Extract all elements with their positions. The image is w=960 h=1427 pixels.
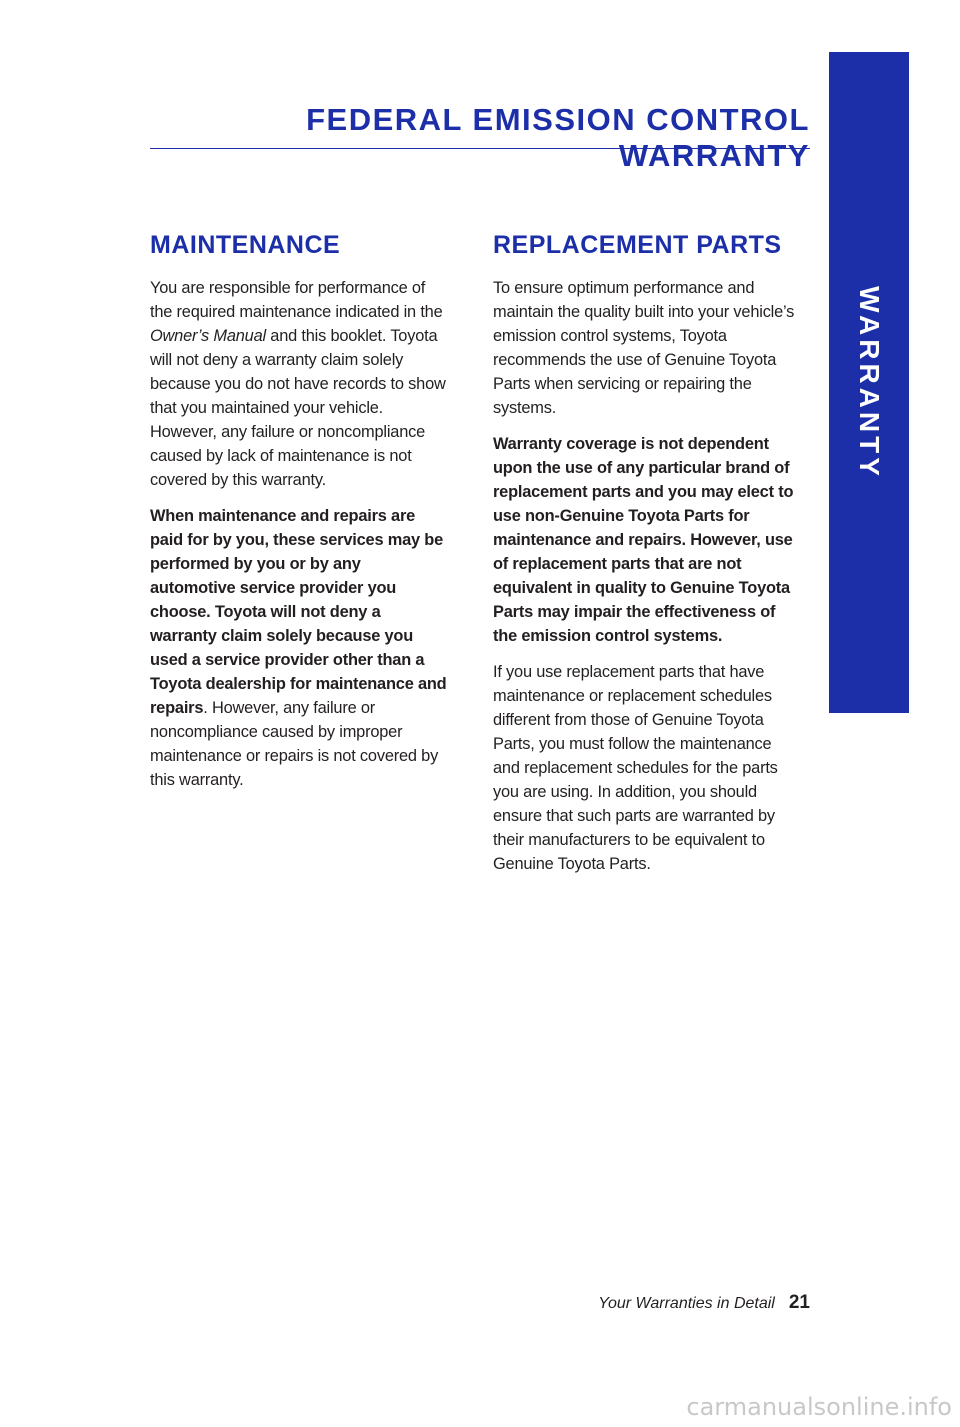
replacement-paragraph-2 [493, 432, 798, 648]
watermark: carmanualsonline.info [686, 1393, 952, 1421]
maintenance-heading: MAINTENANCE [150, 231, 341, 259]
maintenance-paragraph-1 [150, 276, 450, 492]
replacement-parts-heading: REPLACEMENT PARTS [493, 231, 782, 259]
replacement-parts-column [493, 230, 798, 888]
replacement-p2-emphasis: Warranty coverage is not dependent upon the use of any particular brand of replacement parts and you may elect to use non-Genuine Toyota Parts for maintenance and repairs. However, use of replacement parts that are not equivalent in quality to Genuine Toyota Parts may impair the effectiveness of the emission control systems. [493, 435, 794, 645]
maintenance-p1-text-b: and this booklet. Toyota will not deny a warranty claim solely because you do not have records to show that you maintained your vehicle. However, any failure or noncompliance caused by lack of maintenance is not covered by this warranty. [150, 327, 446, 489]
page-footer [598, 1292, 810, 1314]
maintenance-column [150, 230, 450, 804]
title-divider [150, 148, 810, 149]
maintenance-p1-text-a: You are responsible for performance of the required maintenance indicated in the [150, 279, 443, 321]
replacement-paragraph-3: If you use replacement parts that have maintenance or replacement schedules different from those of Genuine Toyota Parts, you must follow the maintenance and replacement schedules for the parts you are using. In addition, you should ensure that such parts are warranted by their manufacturers to be equivalent to Genuine Toyota Parts. [493, 663, 778, 873]
section-tab-label: WARRANTY [854, 286, 885, 480]
footer-section-label: Your Warranties in Detail [598, 1295, 775, 1312]
replacement-paragraph-1: To ensure optimum performance and maintain the quality built into your vehicle’s emission control systems, Toyota recommends the use of Genuine Toyota Parts when servicing or repairing the systems. [493, 279, 795, 417]
owners-manual-reference: Owner’s Manual [150, 327, 266, 345]
page-title: FEDERAL EMISSION CONTROL WARRANTY [306, 102, 810, 173]
maintenance-p2-text: . However, any failure or noncompliance caused by improper maintenance or repairs is not covered by this warranty. [150, 699, 439, 789]
maintenance-paragraph-2 [150, 504, 450, 792]
maintenance-p2-emphasis: When maintenance and repairs are paid for by you, these services may be performed by you or by any automotive service provider you choose. Toyota will not deny a warranty claim solely because you used a service provider other than a Toyota dealership for maintenance and repairs [150, 507, 447, 717]
page-number: 21 [788, 1292, 810, 1313]
